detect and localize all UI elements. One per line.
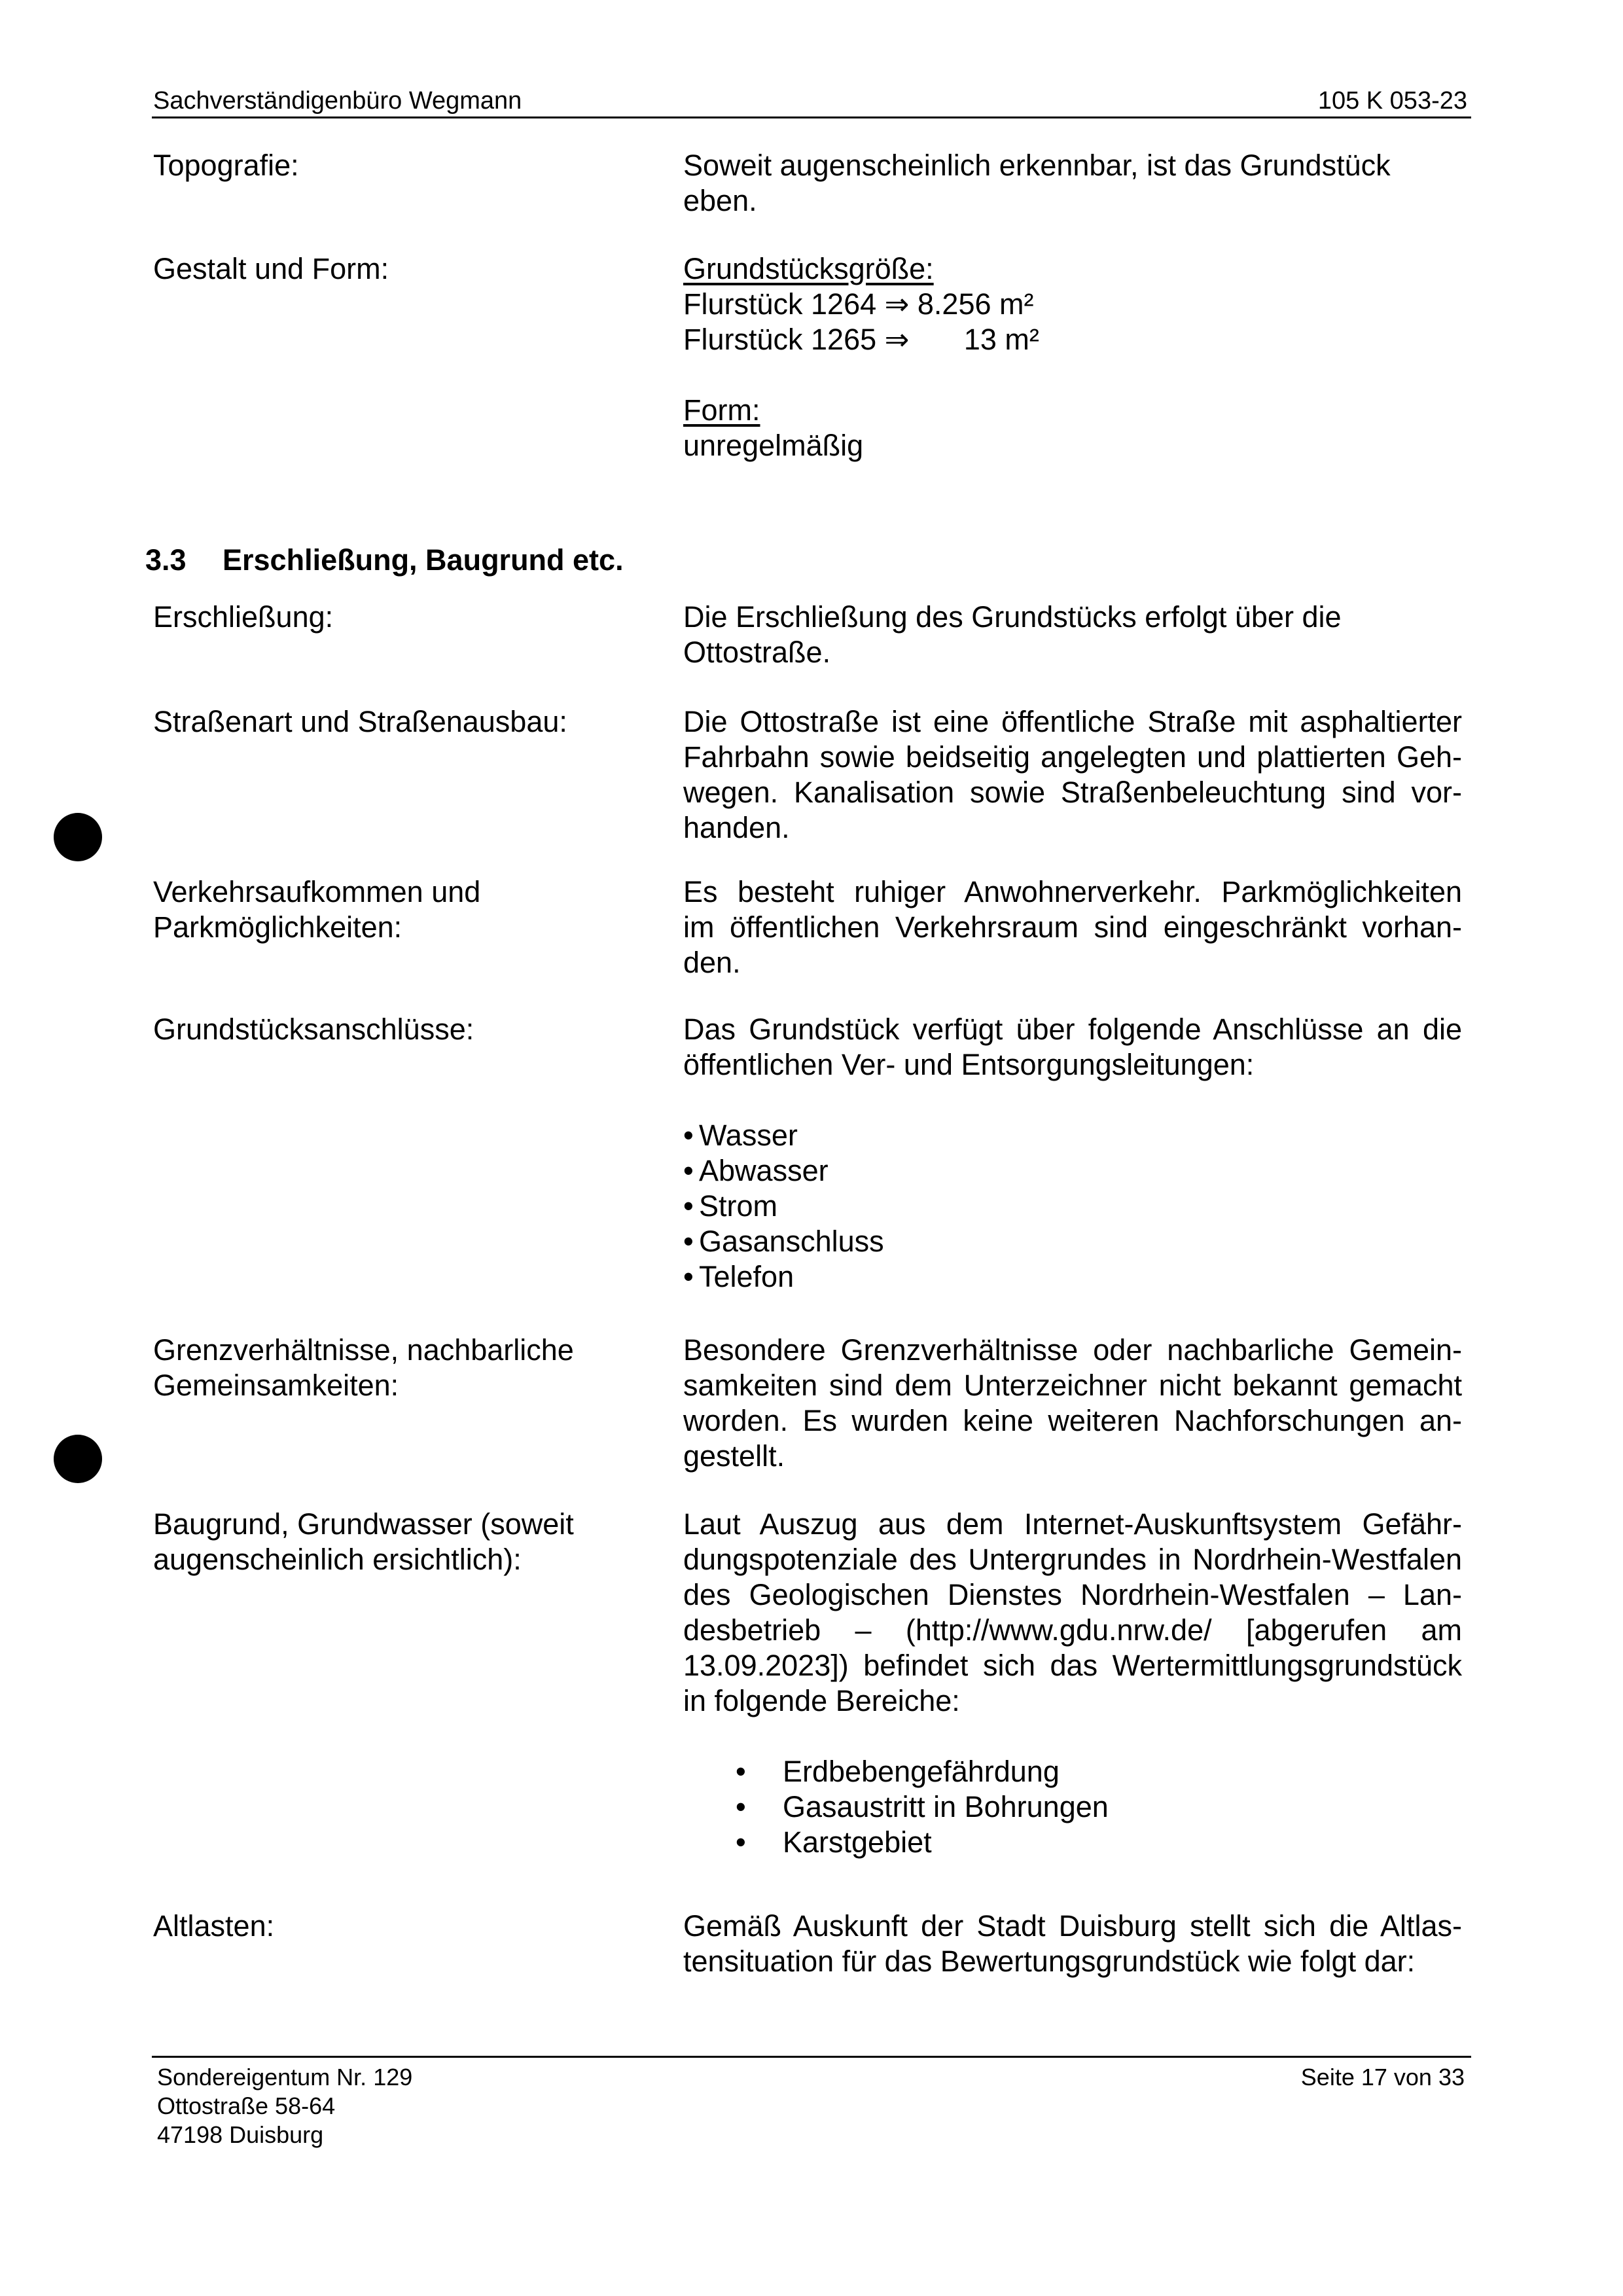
arrow-icon: ⇒: [884, 287, 910, 321]
parcel-1265-area: 13 m²: [963, 323, 1039, 356]
text-line: samkeiten sind dem Unterzeichner nicht bekannt gemacht: [683, 1369, 1462, 1402]
footer-line: 47198 Duisburg: [157, 2121, 324, 2148]
label-erschliessung: Erschließung:: [153, 600, 334, 634]
label-grenz: [153, 1333, 651, 1403]
label-altlasten: Altlasten:: [153, 1909, 275, 1943]
text-line: desbetrieb – (http://www.gdu.nrw.de/ [abgerufen am: [683, 1613, 1462, 1647]
text-line: Das Grundstück verfügt über folgende Anschlüsse an die: [683, 1013, 1462, 1046]
baugrund-list: [683, 1754, 1462, 1860]
header-office-name: Sachverständigenbüro Wegmann: [153, 87, 522, 115]
text-verkehr: [683, 874, 1462, 980]
arrow-icon: ⇒: [884, 323, 910, 356]
text-line: den.: [683, 946, 741, 979]
text-line: worden. Es wurden keine weiteren Nachforschungen an-: [683, 1404, 1462, 1437]
content-gestalt-form: [683, 251, 1462, 463]
parcel-1265: [683, 322, 1462, 357]
heading-grundstuecksgroesse: Grundstücksgröße:: [683, 252, 934, 285]
form-value: unregelmäßig: [683, 429, 864, 462]
label-gestalt-form: Gestalt und Form:: [153, 252, 389, 285]
text-line: des Geologischen Dienstes Nordrhein-Westfalen – Lan-: [683, 1578, 1462, 1611]
text-line: Gemäß Auskunft der Stadt Duisburg stellt sich die Altlas-: [683, 1909, 1462, 1943]
heading-form: Form:: [683, 393, 760, 427]
label-anschluesse: Grundstücksanschlüsse:: [153, 1013, 474, 1046]
parcel-1265-name: Flurstück 1265: [683, 323, 877, 356]
text-line: tensituation für das Bewertungsgrundstück wie folgt dar:: [683, 1945, 1416, 1978]
text-line: öffentlichen Ver- und Entsorgungsleitungen:: [683, 1048, 1255, 1081]
list-item: • Gasaustritt in Bohrungen: [683, 1789, 1462, 1825]
text-line: gestellt.: [683, 1439, 785, 1473]
punch-hole-top: [54, 813, 102, 861]
text-line: wegen. Kanalisation sowie Straßenbeleuchtung sind vor-: [683, 776, 1462, 809]
page-footer: [152, 2056, 1471, 2148]
parcel-1264: [683, 287, 1462, 322]
list-item: • Abwasser: [683, 1153, 1462, 1189]
label-line: Verkehrsaufkommen und: [153, 875, 481, 908]
text-line: Fahrbahn sowie beidseitig angelegten und plattierten Geh-: [683, 740, 1462, 774]
label-line: Parkmöglichkeiten:: [153, 910, 402, 944]
text-line: Besondere Grenzverhältnisse oder nachbarliche Gemein-: [683, 1333, 1462, 1367]
text-line: Die Ottostraße ist eine öffentliche Straße mit asphaltierter: [683, 705, 1462, 738]
label-line: Grenzverhältnisse, nachbarliche: [153, 1333, 574, 1367]
label-topografie: Topografie:: [153, 149, 299, 182]
label-verkehr: [153, 874, 651, 945]
list-item: • Gasanschluss: [683, 1224, 1462, 1259]
label-line: augenscheinlich ersichtlich):: [153, 1543, 522, 1576]
label-line: Gemeinsamkeiten:: [153, 1369, 399, 1402]
text-erschliessung: Die Erschließung des Grundstücks erfolgt über die Ottostraße.: [683, 600, 1342, 669]
page-header: [152, 80, 1471, 118]
page-number: Seite 17 von 33: [1300, 2064, 1465, 2090]
text-line: dungspotenziale des Untergrundes in Nordrhein-Westfalen: [683, 1543, 1462, 1576]
section-heading: [145, 543, 624, 577]
section-title: Erschließung, Baugrund etc.: [223, 543, 624, 577]
list-item: • Strom: [683, 1189, 1462, 1224]
text-line: Laut Auszug aus dem Internet-Auskunftsystem Gefähr-: [683, 1507, 1462, 1541]
text-grenz: [683, 1333, 1462, 1474]
list-item: • Telefon: [683, 1259, 1462, 1295]
list-item: • Erdbebengefährdung: [683, 1754, 1462, 1789]
section-number: 3.3: [145, 543, 187, 577]
anschluesse-list: [683, 1118, 1462, 1295]
list-item: • Wasser: [683, 1118, 1462, 1153]
text-line: in folgende Bereiche:: [683, 1684, 960, 1717]
list-item: • Karstgebiet: [683, 1825, 1462, 1860]
text-strassenart: [683, 704, 1462, 846]
parcel-1264-area: 8.256 m²: [917, 287, 1034, 321]
footer-line: Ottostraße 58-64: [157, 2092, 336, 2119]
text-line: Es besteht ruhiger Anwohnerverkehr. Parkmöglichkeiten: [683, 875, 1462, 908]
footer-address: [157, 2063, 412, 2149]
label-baugrund: [153, 1507, 651, 1577]
label-strassenart: Straßenart und Straßenausbau:: [153, 705, 567, 738]
label-line: Baugrund, Grundwasser (soweit: [153, 1507, 574, 1541]
text-line: im öffentlichen Verkehrsraum sind eingeschränkt vorhan-: [683, 910, 1462, 944]
text-topografie: Soweit augenscheinlich erkennbar, ist das Grundstück eben.: [683, 149, 1391, 217]
punch-hole-bottom: [54, 1435, 102, 1483]
text-altlasten: [683, 1909, 1462, 1979]
text-line: handen.: [683, 811, 790, 844]
header-file-number: 105 K 053-23: [1317, 87, 1467, 115]
text-line: 13.09.2023]) befindet sich das Wertermittlungsgrundstück: [683, 1649, 1462, 1682]
content-anschluesse: [683, 1012, 1462, 1295]
text-baugrund: [683, 1507, 1462, 1860]
footer-line: Sondereigentum Nr. 129: [157, 2064, 413, 2090]
parcel-1264-name: Flurstück 1264: [683, 287, 877, 321]
